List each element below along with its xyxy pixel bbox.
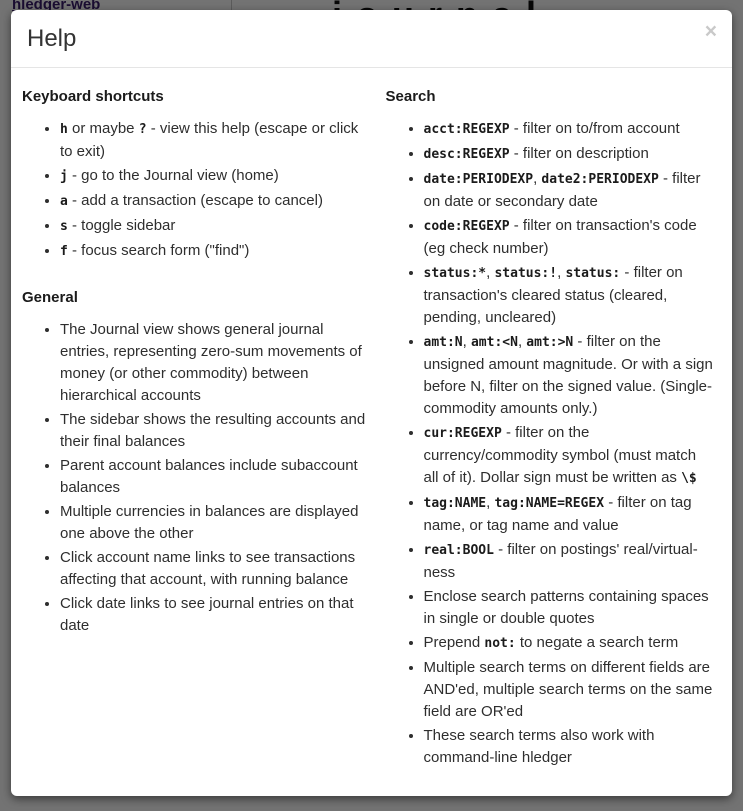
item-text: - filter on postings' real/virtual-ness — [423, 541, 698, 581]
help-list — [22, 118, 372, 263]
code-term: h — [60, 122, 68, 137]
item-text: Multiple search terms on different fields are AND'ed, multiple search terms on the same field are OR'ed — [423, 659, 713, 720]
item-text: - filter on tag name, or tag name and value — [423, 494, 692, 534]
item-text: Parent account balances include subaccount balances — [60, 457, 358, 496]
code-term: amt:N — [423, 335, 463, 350]
item-text: - focus search form ("find") — [67, 242, 250, 259]
help-list — [386, 118, 722, 769]
code-term: date:PERIODEXP — [423, 172, 534, 187]
item-text: , — [486, 264, 495, 281]
list-item — [60, 455, 372, 499]
item-text: - filter on description — [509, 145, 649, 162]
list-item — [60, 593, 372, 637]
code-term: amt:>N — [526, 335, 574, 350]
item-text: , — [517, 333, 527, 350]
item-text: , — [557, 264, 566, 281]
item-text: The Journal view shows general journal entries, representing zero-sum movements of money (or other commodity) between hierarchical accounts — [60, 321, 362, 404]
item-text: Click date links to see journal entries on that date — [60, 595, 354, 634]
code-term: not: — [484, 636, 516, 651]
item-text: - add a transaction (escape to cancel) — [67, 192, 323, 209]
list-item — [424, 539, 722, 584]
code-term: j — [60, 169, 68, 184]
code-term: cur:REGEXP — [423, 426, 502, 441]
code-term: s — [60, 219, 68, 234]
item-text: , — [486, 494, 495, 511]
list-item — [424, 118, 722, 141]
item-text: - filter on to/from account — [509, 120, 680, 137]
code-term: ? — [138, 122, 147, 137]
item-text: - filter on transaction's cleared status (cleared, pending, uncleared) — [423, 264, 683, 326]
item-text: Click account name links to see transactions affecting that account, with running balance — [60, 549, 356, 588]
list-item — [424, 143, 722, 166]
code-term: tag:NAME — [423, 496, 487, 511]
code-term: status: — [565, 266, 621, 281]
code-term: tag:NAME=REGEX — [494, 496, 605, 511]
list-item — [60, 240, 372, 263]
item-text: - filter on the unsigned amount magnitude. Or with a sign before N, filter on the signed value. (Single-commodity amounts only.) — [423, 333, 713, 417]
section-heading: General — [22, 289, 78, 306]
list-item — [424, 586, 722, 630]
item-text: - filter on date or secondary date — [423, 170, 701, 210]
item-text: to negate a search term — [515, 634, 679, 651]
help-list — [22, 319, 372, 637]
list-item — [424, 632, 722, 655]
list-item — [424, 657, 722, 723]
help-column-right — [372, 88, 722, 779]
item-text: , — [462, 333, 471, 350]
item-text: The sidebar shows the resulting accounts and their final balances — [60, 411, 366, 450]
modal-header — [11, 10, 732, 68]
item-text: - filter on transaction's code (eg check number) — [423, 217, 697, 257]
code-term: status:* — [423, 266, 487, 281]
list-item — [424, 215, 722, 260]
list-item — [60, 319, 372, 407]
list-item — [60, 165, 372, 188]
code-term: a — [60, 194, 68, 209]
list-item — [424, 262, 722, 329]
list-item — [60, 409, 372, 453]
list-item — [424, 331, 722, 420]
code-term: status:! — [494, 266, 558, 281]
list-item — [424, 168, 722, 213]
list-item — [424, 422, 722, 490]
item-text: These search terms also work with command-line hledger — [423, 727, 655, 766]
section-heading: Keyboard shortcuts — [22, 88, 164, 105]
help-column-left — [22, 88, 372, 647]
item-text: , — [533, 170, 542, 187]
code-term: date2:PERIODEXP — [541, 172, 659, 187]
item-text: - toggle sidebar — [67, 217, 176, 234]
item-text: - view this help (escape or click to exit) — [60, 120, 359, 160]
modal-body — [11, 68, 732, 779]
modal-title: Help — [27, 25, 77, 52]
code-term: \$ — [681, 471, 697, 486]
list-item — [60, 547, 372, 591]
close-icon[interactable]: × — [704, 20, 717, 43]
list-item — [60, 190, 372, 213]
section-heading: Search — [385, 88, 436, 105]
code-term: f — [60, 244, 68, 259]
list-item — [424, 492, 722, 537]
list-item — [60, 118, 372, 163]
code-term: real:BOOL — [423, 543, 494, 558]
item-text: Enclose search patterns containing spaces in single or double quotes — [423, 588, 709, 627]
code-term: amt:<N — [470, 335, 518, 350]
code-term: code:REGEXP — [423, 219, 510, 234]
item-text: Multiple currencies in balances are displayed one above the other — [60, 503, 359, 542]
list-item — [60, 501, 372, 545]
help-modal — [11, 10, 732, 796]
code-term: desc:REGEXP — [423, 147, 510, 162]
code-term: acct:REGEXP — [423, 122, 510, 137]
item-text: or maybe — [67, 120, 139, 137]
item-text: - filter on the currency/commodity symbol (must match all of it). Dollar sign must be written as — [423, 424, 697, 486]
list-item — [60, 215, 372, 238]
item-text: - go to the Journal view (home) — [67, 167, 279, 184]
list-item — [424, 725, 722, 769]
item-text: Prepend — [423, 634, 485, 651]
